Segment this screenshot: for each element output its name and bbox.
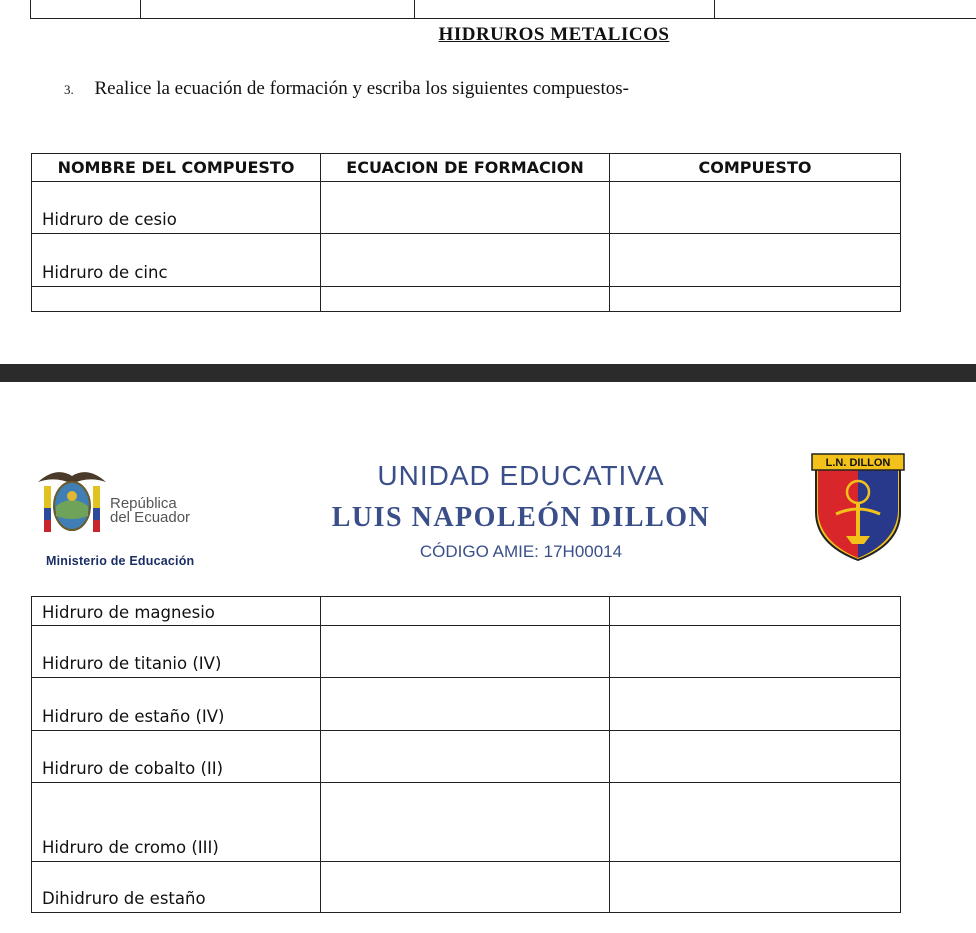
amie-code: CÓDIGO AMIE: 17H00014 <box>419 542 623 561</box>
top-cell-border <box>714 0 715 19</box>
top-cell-border <box>140 0 141 19</box>
equation-cell[interactable] <box>321 862 610 913</box>
ministry-name: Ministerio de Educación <box>46 554 195 568</box>
formula-cell[interactable] <box>610 597 901 626</box>
table-row <box>32 287 901 312</box>
top-cell-border <box>414 0 415 19</box>
equation-cell[interactable] <box>321 731 610 783</box>
compound-name: Hidruro de cinc <box>32 234 321 287</box>
equation-cell[interactable] <box>321 678 610 731</box>
equation-cell[interactable] <box>321 626 610 678</box>
table-row <box>32 731 901 783</box>
instruction-text: Realice la ecuación de formación y escriba los siguientes compuestos- <box>94 78 629 99</box>
equation-cell[interactable] <box>321 287 610 312</box>
compound-name: Hidruro de cromo (III) <box>32 783 321 862</box>
formula-cell[interactable] <box>610 783 901 862</box>
compound-name: Hidruro de magnesio <box>32 597 321 626</box>
compounds-table-2 <box>31 596 901 913</box>
top-cell-border <box>30 0 31 19</box>
table-row <box>32 626 901 678</box>
table-header-row <box>32 154 901 182</box>
equation-cell[interactable] <box>321 234 610 287</box>
instruction <box>64 78 629 100</box>
section-title: HIDRUROS METALICOS <box>438 24 670 45</box>
table-row <box>32 234 901 287</box>
formula-cell[interactable] <box>610 234 901 287</box>
instruction-number: 3. <box>64 82 74 97</box>
equation-cell[interactable] <box>321 597 610 626</box>
school-title-line1: UNIDAD EDUCATIVA <box>377 460 665 491</box>
crest-label: L.N. DILLON <box>825 457 891 469</box>
formula-cell[interactable] <box>610 731 901 783</box>
compound-name: Hidruro de cobalto (II) <box>32 731 321 783</box>
table-row <box>32 678 901 731</box>
equation-cell[interactable] <box>321 182 610 234</box>
formula-cell[interactable] <box>610 182 901 234</box>
formula-cell[interactable] <box>610 626 901 678</box>
page-break-bar <box>0 364 976 382</box>
table-row <box>32 182 901 234</box>
compound-name: Dihidruro de estaño <box>32 862 321 913</box>
logo-text-line: República <box>110 495 177 512</box>
formula-cell[interactable] <box>610 678 901 731</box>
compound-name: Hidruro de cesio <box>32 182 321 234</box>
school-title-line2: LUIS NAPOLEÓN DILLON <box>331 502 711 533</box>
compound-name: Hidruro de estaño (IV) <box>32 678 321 731</box>
table-row <box>32 783 901 862</box>
logo-text-line: del Ecuador <box>110 509 191 526</box>
compound-name: Hidruro de titanio (IV) <box>32 626 321 678</box>
formula-cell[interactable] <box>610 287 901 312</box>
equation-cell[interactable] <box>321 783 610 862</box>
compound-name <box>32 287 321 312</box>
header-nombre: NOMBRE DEL COMPUESTO <box>32 154 321 182</box>
header-ecuacion: ECUACION DE FORMACION <box>321 154 610 182</box>
table-row <box>32 862 901 913</box>
header-compuesto: COMPUESTO <box>610 154 901 182</box>
top-rule <box>30 18 976 19</box>
top-table-fragment <box>0 0 976 20</box>
school-crest-icon <box>808 452 908 564</box>
table-row <box>32 597 901 626</box>
compounds-table-1 <box>31 153 901 312</box>
formula-cell[interactable] <box>610 862 901 913</box>
